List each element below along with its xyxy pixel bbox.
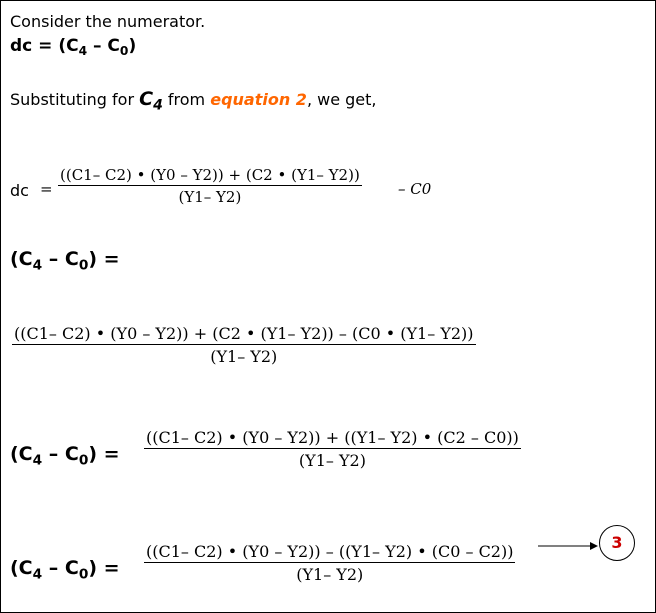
lhs-2 <box>10 443 120 468</box>
fraction-1-tail: – C0 <box>398 180 432 198</box>
lhs-3-dash: – C <box>42 557 79 579</box>
lhs-1-sub4: 4 <box>32 257 43 274</box>
lhs-3-sub4: 4 <box>32 566 43 583</box>
fraction-3-numerator: ((C1– C2) • (Y0 – Y2)) + ((Y1– Y2) • (C2 – C0)) <box>146 428 519 447</box>
arrow-right-icon <box>538 536 600 556</box>
fraction-4-denominator: (Y1– Y2) <box>296 565 364 584</box>
substitution-text <box>10 88 376 113</box>
dc-def-sub0: 0 <box>119 43 129 58</box>
lhs-1-open: (C <box>10 248 33 270</box>
lhs-3-sub0: 0 <box>78 566 89 583</box>
fraction-4 <box>144 542 515 584</box>
lhs-3-open: (C <box>10 557 33 579</box>
dc-def-right: ) <box>128 36 137 56</box>
lhs-2-sub0: 0 <box>78 452 89 469</box>
subst-c: C <box>139 88 154 110</box>
lhs-1 <box>10 248 120 273</box>
lhs-3 <box>10 557 120 582</box>
lhs-1-sub0: 0 <box>78 257 89 274</box>
fraction-1-numerator: ((C1– C2) • (Y0 – Y2)) + (C2 • (Y1– Y2)) <box>60 166 360 184</box>
lhs-1-close: ) = <box>88 248 120 270</box>
equation-number-badge: 3 <box>599 525 635 561</box>
lhs-2-close: ) = <box>88 443 120 465</box>
fraction-2-numerator: ((C1– C2) • (Y0 – Y2)) + (C2 • (Y1– Y2)) – (C0 • (Y1– Y2)) <box>14 324 474 343</box>
lhs-2-open: (C <box>10 443 33 465</box>
lhs-1-dash: – C <box>42 248 79 270</box>
fraction-3-denominator: (Y1– Y2) <box>298 451 366 470</box>
subst-csub: 4 <box>153 97 163 114</box>
fraction-2 <box>12 324 476 366</box>
dc-def-sub4: 4 <box>78 43 88 58</box>
intro-text: Consider the numerator. <box>10 12 206 31</box>
dc-equals: = <box>40 180 53 198</box>
subst-post: , we get, <box>306 90 377 109</box>
subst-mid: from <box>162 90 211 109</box>
dc-definition <box>10 36 136 58</box>
subst-pre: Substituting for <box>10 90 140 109</box>
fraction-4-numerator: ((C1– C2) • (Y0 – Y2)) – ((Y1– Y2) • (C0 – C2)) <box>146 542 514 561</box>
equation-2-reference[interactable]: equation 2 <box>210 90 307 109</box>
fraction-3 <box>144 428 521 470</box>
lhs-3-close: ) = <box>88 557 120 579</box>
fraction-1 <box>58 166 362 206</box>
fraction-2-denominator: (Y1– Y2) <box>210 347 278 366</box>
fraction-1-denominator: (Y1– Y2) <box>178 188 242 206</box>
dc-label: dc <box>10 181 29 200</box>
lhs-2-dash: – C <box>42 443 79 465</box>
lhs-2-sub4: 4 <box>32 452 43 469</box>
dc-def-left: dc = (C <box>10 36 79 56</box>
dc-def-mid: – C <box>87 36 120 56</box>
